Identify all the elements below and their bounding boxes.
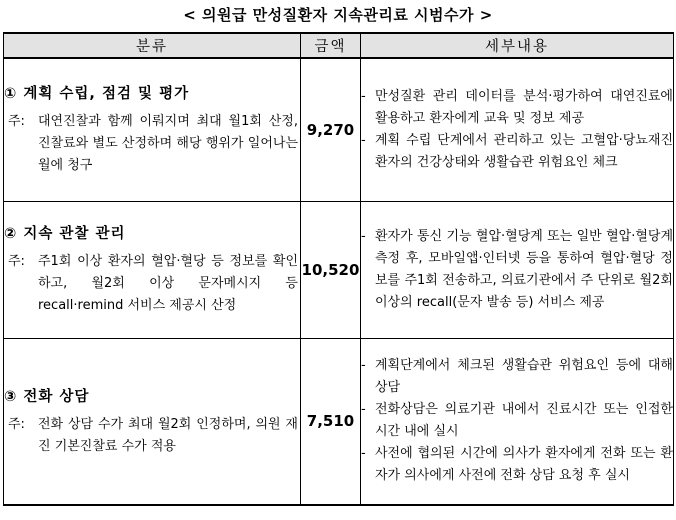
details-cell (361, 338, 674, 505)
category-title: ③ 전화 상담 (4, 388, 90, 405)
detail-text: 만성질환 관리 데이터를 분석·평가하여 대연진료에 활용하고 환자에게 교육 및 정보 제공 (375, 88, 673, 126)
detail-text: 계획 수립 단계에서 관리하고 있는 고혈압·당뇨재진환자의 건강상태와 생활습관 위험요인 체크 (375, 132, 673, 170)
detail-text: 환자가 통신 기능 혈압·혈당계 또는 일반 혈압·혈당계 측정 후, 모바일앱·인터넷 등을 통하여 혈압·혈당 정보를 주1회 전송하고, 의료기관에서 주 단위로 월2회 이상의 recall(문자 발송 등) 서비스 제공 (375, 228, 673, 310)
table-row (4, 338, 674, 505)
bullet-mark: - (361, 358, 366, 374)
note-label: 주: (8, 114, 25, 130)
table-row (4, 201, 674, 338)
bullet-mark: - (361, 446, 366, 462)
header-amount: 금액 (301, 33, 361, 58)
page-title: < 의원급 만성질환자 지속관리료 시범수가 > (183, 6, 493, 24)
note-label: 주: (8, 254, 25, 269)
detail-item (361, 443, 673, 487)
category-cell (4, 201, 301, 338)
detail-item (361, 399, 673, 443)
note-text: 주1회 이상 환자의 혈압·혈당 등 정보를 확인하고, 월2회 이상 문자메시지 등 recall·remind 서비스 제공시 산정 (38, 254, 298, 313)
category-note (4, 251, 300, 317)
bullet-mark: - (361, 88, 366, 104)
detail-text: 사전에 협의된 시간에 의사가 환자에게 전화 또는 환자가 의사에게 사전에 전화 상담 요청 후 실시 (375, 446, 673, 484)
details-cell (361, 201, 674, 338)
bullet-mark: - (361, 402, 366, 418)
category-cell (4, 338, 301, 505)
header-details: 세부내용 (361, 33, 674, 58)
detail-item (361, 355, 673, 399)
fee-table (3, 32, 674, 506)
details-cell (361, 58, 674, 201)
note-text: 대연진찰과 함께 이뤄지며 최대 월1회 산정, 진찰료와 별도 산정하며 해당 행위가 일어나는 월에 청구 (38, 114, 298, 174)
detail-item (361, 130, 673, 174)
category-note (4, 414, 300, 458)
note-text: 전화 상담 수가 최대 월2회 인정하며, 의원 재진 기본진찰료 수가 적용 (38, 416, 298, 454)
category-note (4, 111, 300, 177)
bullet-mark: - (361, 132, 366, 148)
category-title: ② 지속 관찰 관리 (4, 226, 126, 242)
amount-cell: 7,510 (301, 338, 361, 505)
amount-cell: 10,520 (301, 201, 361, 338)
detail-item (361, 226, 673, 314)
header-category: 분류 (4, 33, 301, 58)
bullet-mark: - (361, 228, 366, 244)
table-row (4, 58, 674, 201)
category-cell (4, 58, 301, 201)
header-row (4, 33, 674, 58)
amount-cell: 9,270 (301, 58, 361, 201)
category-title: ① 계획 수립, 점검 및 평가 (4, 86, 190, 103)
detail-text: 계획단계에서 체크된 생활습관 위험요인 등에 대해 상담 (375, 358, 673, 396)
detail-item (361, 86, 673, 130)
note-label: 주: (8, 416, 25, 432)
detail-text: 전화상담은 의료기관 내에서 진료시간 또는 인접한 시간 내에 실시 (375, 402, 673, 440)
